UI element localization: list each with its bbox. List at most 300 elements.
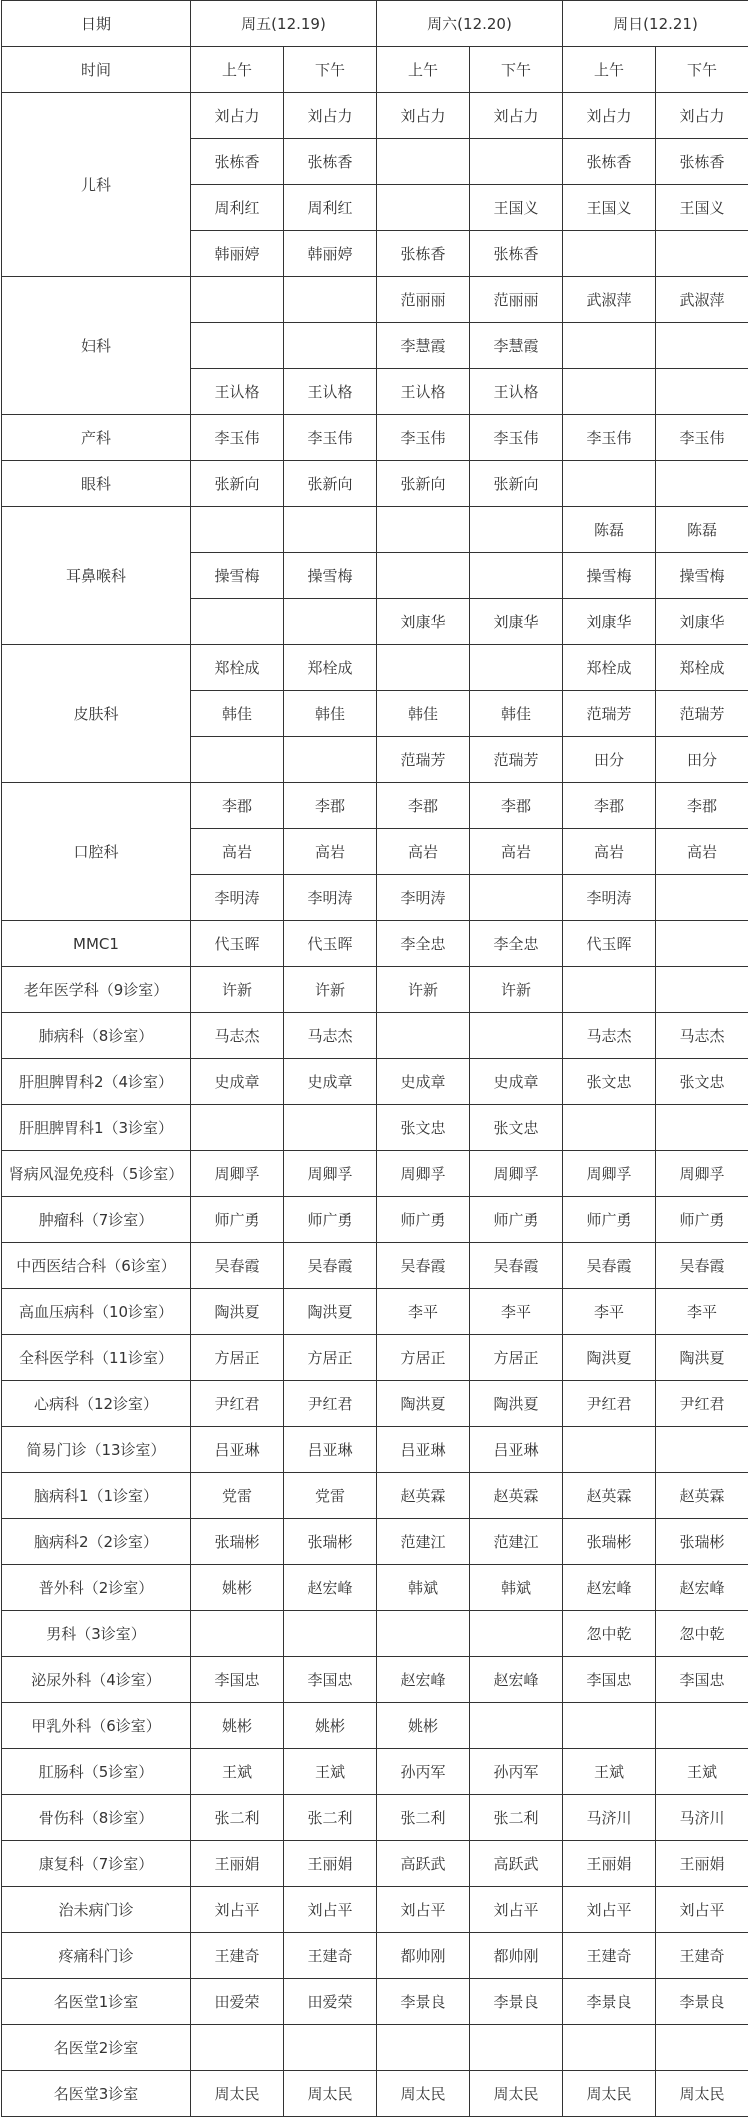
department-name: 妇科 xyxy=(2,277,191,415)
schedule-row xyxy=(2,1703,748,1749)
doctor-cell: 李明涛 xyxy=(284,875,377,921)
department-name: 泌尿外科（4诊室） xyxy=(2,1657,191,1703)
doctor-cell: 吕亚琳 xyxy=(470,1427,563,1473)
doctor-cell: 李国忠 xyxy=(284,1657,377,1703)
doctor-cell: 许新 xyxy=(377,967,470,1013)
department-name: 儿科 xyxy=(2,93,191,277)
doctor-cell: 方居正 xyxy=(284,1335,377,1381)
doctor-cell: 张新向 xyxy=(284,461,377,507)
doctor-cell xyxy=(470,553,563,599)
doctor-cell xyxy=(656,323,748,369)
doctor-cell: 王斌 xyxy=(284,1749,377,1795)
doctor-cell xyxy=(656,1427,748,1473)
doctor-cell: 李郡 xyxy=(284,783,377,829)
department-name: 肝胆脾胃科2（4诊室） xyxy=(2,1059,191,1105)
time-label: 时间 xyxy=(2,47,191,93)
doctor-cell: 王丽娟 xyxy=(191,1841,284,1887)
doctor-cell: 田分 xyxy=(563,737,656,783)
department-name: 肿瘤科（7诊室） xyxy=(2,1197,191,1243)
schedule-row xyxy=(2,783,748,829)
pm-header: 下午 xyxy=(284,47,377,93)
doctor-cell xyxy=(470,139,563,185)
doctor-cell: 方居正 xyxy=(377,1335,470,1381)
doctor-cell xyxy=(563,967,656,1013)
doctor-cell: 刘占力 xyxy=(191,93,284,139)
doctor-cell: 马志杰 xyxy=(191,1013,284,1059)
doctor-cell: 王建奇 xyxy=(191,1933,284,1979)
doctor-cell xyxy=(191,277,284,323)
doctor-cell: 陈磊 xyxy=(563,507,656,553)
doctor-cell: 周太民 xyxy=(470,2071,563,2117)
doctor-cell: 陶洪夏 xyxy=(191,1289,284,1335)
doctor-cell: 王国义 xyxy=(470,185,563,231)
doctor-cell: 李国忠 xyxy=(656,1657,748,1703)
doctor-cell: 李玉伟 xyxy=(656,415,748,461)
doctor-cell xyxy=(377,1013,470,1059)
doctor-cell: 尹红君 xyxy=(284,1381,377,1427)
doctor-cell: 高岩 xyxy=(191,829,284,875)
doctor-cell: 张新向 xyxy=(191,461,284,507)
department-name: 肺病科（8诊室） xyxy=(2,1013,191,1059)
doctor-cell xyxy=(284,1105,377,1151)
doctor-cell: 赵英霖 xyxy=(470,1473,563,1519)
doctor-cell: 姚彬 xyxy=(191,1565,284,1611)
doctor-cell: 张瑞彬 xyxy=(656,1519,748,1565)
doctor-cell: 范瑞芳 xyxy=(377,737,470,783)
doctor-cell: 赵宏峰 xyxy=(563,1565,656,1611)
doctor-cell: 刘占平 xyxy=(284,1887,377,1933)
doctor-cell: 孙丙军 xyxy=(470,1749,563,1795)
doctor-cell: 郑栓成 xyxy=(284,645,377,691)
doctor-cell: 李明涛 xyxy=(191,875,284,921)
doctor-cell: 刘康华 xyxy=(470,599,563,645)
doctor-cell: 吴春霞 xyxy=(563,1243,656,1289)
doctor-cell: 韩佳 xyxy=(191,691,284,737)
doctor-cell: 张新向 xyxy=(377,461,470,507)
doctor-cell: 王国义 xyxy=(656,185,748,231)
doctor-cell: 王斌 xyxy=(563,1749,656,1795)
schedule-table xyxy=(1,0,748,2117)
doctor-cell: 赵宏峰 xyxy=(377,1657,470,1703)
doctor-cell: 张文忠 xyxy=(563,1059,656,1105)
header-row-times xyxy=(2,47,748,93)
doctor-cell: 郑栓成 xyxy=(191,645,284,691)
doctor-cell: 刘占平 xyxy=(470,1887,563,1933)
doctor-cell: 高岩 xyxy=(470,829,563,875)
doctor-cell: 操雪梅 xyxy=(563,553,656,599)
doctor-cell: 李玉伟 xyxy=(377,415,470,461)
doctor-cell: 王认格 xyxy=(191,369,284,415)
doctor-cell: 周太民 xyxy=(656,2071,748,2117)
department-name: 男科（3诊室） xyxy=(2,1611,191,1657)
doctor-cell: 赵英霖 xyxy=(563,1473,656,1519)
doctor-cell: 张文忠 xyxy=(470,1105,563,1151)
doctor-cell xyxy=(377,139,470,185)
doctor-cell: 党雷 xyxy=(191,1473,284,1519)
department-name: 肛肠科（5诊室） xyxy=(2,1749,191,1795)
doctor-cell xyxy=(563,1703,656,1749)
doctor-cell: 韩斌 xyxy=(377,1565,470,1611)
doctor-cell: 郑栓成 xyxy=(656,645,748,691)
doctor-cell: 范建江 xyxy=(377,1519,470,1565)
doctor-cell xyxy=(191,1611,284,1657)
doctor-cell: 李玉伟 xyxy=(284,415,377,461)
department-name: 眼科 xyxy=(2,461,191,507)
doctor-cell: 刘康华 xyxy=(377,599,470,645)
doctor-cell: 吴春霞 xyxy=(656,1243,748,1289)
schedule-row xyxy=(2,1657,748,1703)
doctor-cell: 操雪梅 xyxy=(191,553,284,599)
doctor-cell: 李郡 xyxy=(191,783,284,829)
doctor-cell: 刘占力 xyxy=(656,93,748,139)
doctor-cell: 史成章 xyxy=(284,1059,377,1105)
doctor-cell: 尹红君 xyxy=(656,1381,748,1427)
doctor-cell: 高岩 xyxy=(377,829,470,875)
doctor-cell: 李明涛 xyxy=(377,875,470,921)
doctor-cell: 师广勇 xyxy=(470,1197,563,1243)
doctor-cell: 郑栓成 xyxy=(563,645,656,691)
doctor-cell: 都帅刚 xyxy=(470,1933,563,1979)
schedule-row xyxy=(2,1933,748,1979)
doctor-cell xyxy=(470,2025,563,2071)
department-name: 普外科（2诊室） xyxy=(2,1565,191,1611)
doctor-cell: 马济川 xyxy=(563,1795,656,1841)
doctor-cell: 王建奇 xyxy=(656,1933,748,1979)
doctor-cell: 田爱荣 xyxy=(284,1979,377,2025)
doctor-cell: 马志杰 xyxy=(284,1013,377,1059)
doctor-cell: 范瑞芳 xyxy=(470,737,563,783)
doctor-cell: 赵英霖 xyxy=(377,1473,470,1519)
doctor-cell: 周利红 xyxy=(191,185,284,231)
doctor-cell: 马济川 xyxy=(656,1795,748,1841)
department-name: 名医堂3诊室 xyxy=(2,2071,191,2117)
department-name: MMC1 xyxy=(2,921,191,967)
schedule-body xyxy=(2,1,748,2117)
doctor-cell: 张瑞彬 xyxy=(563,1519,656,1565)
doctor-cell: 刘康华 xyxy=(563,599,656,645)
doctor-cell xyxy=(470,1611,563,1657)
doctor-cell xyxy=(377,185,470,231)
doctor-cell xyxy=(563,231,656,277)
doctor-cell: 李慧霞 xyxy=(470,323,563,369)
doctor-cell: 韩佳 xyxy=(470,691,563,737)
doctor-cell: 吴春霞 xyxy=(191,1243,284,1289)
doctor-cell: 操雪梅 xyxy=(656,553,748,599)
doctor-cell: 吴春霞 xyxy=(377,1243,470,1289)
schedule-row xyxy=(2,2071,748,2117)
schedule-row xyxy=(2,1381,748,1427)
doctor-cell: 王认格 xyxy=(470,369,563,415)
doctor-cell: 李郡 xyxy=(470,783,563,829)
doctor-cell: 张瑞彬 xyxy=(284,1519,377,1565)
schedule-row xyxy=(2,1335,748,1381)
doctor-cell xyxy=(284,2025,377,2071)
doctor-cell: 李慧霞 xyxy=(377,323,470,369)
department-name: 名医堂1诊室 xyxy=(2,1979,191,2025)
doctor-cell: 许新 xyxy=(470,967,563,1013)
doctor-cell: 张二利 xyxy=(470,1795,563,1841)
doctor-cell xyxy=(563,461,656,507)
doctor-cell xyxy=(284,507,377,553)
doctor-cell: 张栋香 xyxy=(656,139,748,185)
doctor-cell: 周卿孚 xyxy=(377,1151,470,1197)
doctor-cell xyxy=(377,507,470,553)
doctor-cell: 张栋香 xyxy=(563,139,656,185)
doctor-cell: 吴春霞 xyxy=(284,1243,377,1289)
doctor-cell: 赵英霖 xyxy=(656,1473,748,1519)
doctor-cell xyxy=(656,369,748,415)
doctor-cell: 忽中乾 xyxy=(656,1611,748,1657)
doctor-cell: 许新 xyxy=(284,967,377,1013)
doctor-cell: 陈磊 xyxy=(656,507,748,553)
doctor-cell xyxy=(470,507,563,553)
doctor-cell: 高跃武 xyxy=(377,1841,470,1887)
doctor-cell: 吴春霞 xyxy=(470,1243,563,1289)
doctor-cell: 方居正 xyxy=(191,1335,284,1381)
doctor-cell: 范丽丽 xyxy=(377,277,470,323)
department-name: 骨伤科（8诊室） xyxy=(2,1795,191,1841)
doctor-cell: 王斌 xyxy=(656,1749,748,1795)
doctor-cell: 李明涛 xyxy=(563,875,656,921)
department-name: 甲乳外科（6诊室） xyxy=(2,1703,191,1749)
doctor-cell xyxy=(377,1611,470,1657)
schedule-row xyxy=(2,1979,748,2025)
doctor-cell: 刘康华 xyxy=(656,599,748,645)
doctor-cell: 李玉伟 xyxy=(470,415,563,461)
schedule-row xyxy=(2,921,748,967)
doctor-cell: 李郡 xyxy=(656,783,748,829)
schedule-row xyxy=(2,277,748,323)
doctor-cell: 姚彬 xyxy=(284,1703,377,1749)
schedule-row xyxy=(2,1243,748,1289)
doctor-cell xyxy=(656,231,748,277)
doctor-cell: 周太民 xyxy=(191,2071,284,2117)
doctor-cell: 李平 xyxy=(377,1289,470,1335)
date-label: 日期 xyxy=(2,1,191,47)
department-name: 脑病科1（1诊室） xyxy=(2,1473,191,1519)
doctor-cell: 师广勇 xyxy=(377,1197,470,1243)
department-name: 名医堂2诊室 xyxy=(2,2025,191,2071)
doctor-cell: 王斌 xyxy=(191,1749,284,1795)
doctor-cell xyxy=(191,507,284,553)
doctor-cell: 韩佳 xyxy=(284,691,377,737)
schedule-row xyxy=(2,507,748,553)
doctor-cell: 范瑞芳 xyxy=(563,691,656,737)
day-header-fri: 周五(12.19) xyxy=(191,1,377,47)
doctor-cell: 王丽娟 xyxy=(563,1841,656,1887)
pm-header: 下午 xyxy=(656,47,748,93)
schedule-row xyxy=(2,1611,748,1657)
doctor-cell xyxy=(656,1703,748,1749)
doctor-cell: 张二利 xyxy=(377,1795,470,1841)
doctor-cell xyxy=(284,323,377,369)
doctor-cell: 高岩 xyxy=(563,829,656,875)
doctor-cell: 周卿孚 xyxy=(284,1151,377,1197)
doctor-cell xyxy=(191,599,284,645)
department-name: 中西医结合科（6诊室） xyxy=(2,1243,191,1289)
am-header: 上午 xyxy=(377,47,470,93)
doctor-cell: 孙丙军 xyxy=(377,1749,470,1795)
doctor-cell: 李平 xyxy=(656,1289,748,1335)
schedule-row xyxy=(2,1749,748,1795)
doctor-cell: 周卿孚 xyxy=(656,1151,748,1197)
doctor-cell: 张栋香 xyxy=(470,231,563,277)
doctor-cell: 吕亚琳 xyxy=(284,1427,377,1473)
doctor-cell xyxy=(563,323,656,369)
doctor-cell: 李景良 xyxy=(377,1979,470,2025)
doctor-cell: 尹红君 xyxy=(563,1381,656,1427)
doctor-cell: 李景良 xyxy=(470,1979,563,2025)
department-name: 心病科（12诊室） xyxy=(2,1381,191,1427)
department-name: 高血压病科（10诊室） xyxy=(2,1289,191,1335)
schedule-row xyxy=(2,1473,748,1519)
doctor-cell: 张新向 xyxy=(470,461,563,507)
department-name: 耳鼻喉科 xyxy=(2,507,191,645)
doctor-cell: 韩丽婷 xyxy=(284,231,377,277)
doctor-cell: 李景良 xyxy=(656,1979,748,2025)
doctor-cell xyxy=(191,323,284,369)
schedule-row xyxy=(2,1519,748,1565)
doctor-cell: 李玉伟 xyxy=(563,415,656,461)
doctor-cell xyxy=(284,599,377,645)
doctor-cell: 刘占力 xyxy=(470,93,563,139)
doctor-cell xyxy=(191,1105,284,1151)
day-header-sat: 周六(12.20) xyxy=(377,1,563,47)
doctor-cell xyxy=(377,553,470,599)
department-name: 疼痛科门诊 xyxy=(2,1933,191,1979)
doctor-cell: 王国义 xyxy=(563,185,656,231)
doctor-cell: 陶洪夏 xyxy=(656,1335,748,1381)
schedule-row xyxy=(2,1795,748,1841)
department-name: 全科医学科（11诊室） xyxy=(2,1335,191,1381)
doctor-cell: 韩佳 xyxy=(377,691,470,737)
doctor-cell xyxy=(656,921,748,967)
doctor-cell: 吕亚琳 xyxy=(191,1427,284,1473)
doctor-cell: 马志杰 xyxy=(656,1013,748,1059)
doctor-cell: 陶洪夏 xyxy=(284,1289,377,1335)
doctor-cell: 王建奇 xyxy=(563,1933,656,1979)
schedule-row xyxy=(2,1059,748,1105)
doctor-cell xyxy=(470,1013,563,1059)
doctor-cell: 李平 xyxy=(563,1289,656,1335)
doctor-cell: 代玉晖 xyxy=(563,921,656,967)
doctor-cell: 范丽丽 xyxy=(470,277,563,323)
doctor-cell xyxy=(470,1703,563,1749)
doctor-cell: 周卿孚 xyxy=(470,1151,563,1197)
schedule-row xyxy=(2,1427,748,1473)
doctor-cell xyxy=(377,2025,470,2071)
department-name: 康复科（7诊室） xyxy=(2,1841,191,1887)
doctor-cell: 周太民 xyxy=(377,2071,470,2117)
doctor-cell: 张二利 xyxy=(284,1795,377,1841)
doctor-cell xyxy=(563,1105,656,1151)
doctor-cell xyxy=(656,967,748,1013)
doctor-cell: 李景良 xyxy=(563,1979,656,2025)
schedule-row xyxy=(2,2025,748,2071)
doctor-cell: 田爱荣 xyxy=(191,1979,284,2025)
doctor-cell: 李郡 xyxy=(563,783,656,829)
schedule-row xyxy=(2,1105,748,1151)
schedule-row xyxy=(2,967,748,1013)
doctor-cell: 刘占力 xyxy=(284,93,377,139)
department-name: 治未病门诊 xyxy=(2,1887,191,1933)
doctor-cell: 陶洪夏 xyxy=(377,1381,470,1427)
schedule-row xyxy=(2,93,748,139)
department-name: 肾病风湿免疫科（5诊室） xyxy=(2,1151,191,1197)
doctor-cell: 姚彬 xyxy=(377,1703,470,1749)
doctor-cell: 史成章 xyxy=(191,1059,284,1105)
doctor-cell: 武淑萍 xyxy=(656,277,748,323)
doctor-cell: 张文忠 xyxy=(377,1105,470,1151)
doctor-cell: 田分 xyxy=(656,737,748,783)
doctor-cell: 马志杰 xyxy=(563,1013,656,1059)
doctor-cell: 姚彬 xyxy=(191,1703,284,1749)
doctor-cell: 李国忠 xyxy=(191,1657,284,1703)
header-row-dates xyxy=(2,1,748,47)
doctor-cell: 周太民 xyxy=(284,2071,377,2117)
department-name: 老年医学科（9诊室） xyxy=(2,967,191,1013)
doctor-cell: 张栋香 xyxy=(284,139,377,185)
department-name: 皮肤科 xyxy=(2,645,191,783)
doctor-cell: 代玉晖 xyxy=(191,921,284,967)
doctor-cell: 周卿孚 xyxy=(191,1151,284,1197)
doctor-cell: 周卿孚 xyxy=(563,1151,656,1197)
doctor-cell: 王丽娟 xyxy=(656,1841,748,1887)
department-name: 产科 xyxy=(2,415,191,461)
doctor-cell: 李郡 xyxy=(377,783,470,829)
doctor-cell: 师广勇 xyxy=(191,1197,284,1243)
schedule-row xyxy=(2,415,748,461)
doctor-cell xyxy=(656,1105,748,1151)
doctor-cell: 王认格 xyxy=(377,369,470,415)
doctor-cell xyxy=(656,461,748,507)
department-name: 脑病科2（2诊室） xyxy=(2,1519,191,1565)
doctor-cell: 韩丽婷 xyxy=(191,231,284,277)
doctor-cell: 李玉伟 xyxy=(191,415,284,461)
am-header: 上午 xyxy=(191,47,284,93)
department-name: 口腔科 xyxy=(2,783,191,921)
schedule-row xyxy=(2,1013,748,1059)
doctor-cell: 史成章 xyxy=(470,1059,563,1105)
doctor-cell: 高岩 xyxy=(284,829,377,875)
doctor-cell: 刘占平 xyxy=(656,1887,748,1933)
schedule-row xyxy=(2,1289,748,1335)
doctor-cell: 王丽娟 xyxy=(284,1841,377,1887)
doctor-cell: 武淑萍 xyxy=(563,277,656,323)
doctor-cell: 刘占平 xyxy=(377,1887,470,1933)
department-name: 简易门诊（13诊室） xyxy=(2,1427,191,1473)
doctor-cell: 李平 xyxy=(470,1289,563,1335)
doctor-cell: 张文忠 xyxy=(656,1059,748,1105)
doctor-cell: 吕亚琳 xyxy=(377,1427,470,1473)
schedule-row xyxy=(2,1565,748,1611)
doctor-cell: 高岩 xyxy=(656,829,748,875)
department-name: 肝胆脾胃科1（3诊室） xyxy=(2,1105,191,1151)
doctor-cell xyxy=(470,875,563,921)
doctor-cell xyxy=(191,737,284,783)
doctor-cell: 周太民 xyxy=(563,2071,656,2117)
day-header-sun: 周日(12.21) xyxy=(563,1,748,47)
doctor-cell: 忽中乾 xyxy=(563,1611,656,1657)
doctor-cell: 史成章 xyxy=(377,1059,470,1105)
doctor-cell: 尹红君 xyxy=(191,1381,284,1427)
doctor-cell: 赵宏峰 xyxy=(284,1565,377,1611)
doctor-cell: 陶洪夏 xyxy=(470,1381,563,1427)
doctor-cell: 王建奇 xyxy=(284,1933,377,1979)
doctor-cell xyxy=(284,737,377,783)
doctor-cell: 师广勇 xyxy=(563,1197,656,1243)
doctor-cell: 刘占力 xyxy=(563,93,656,139)
